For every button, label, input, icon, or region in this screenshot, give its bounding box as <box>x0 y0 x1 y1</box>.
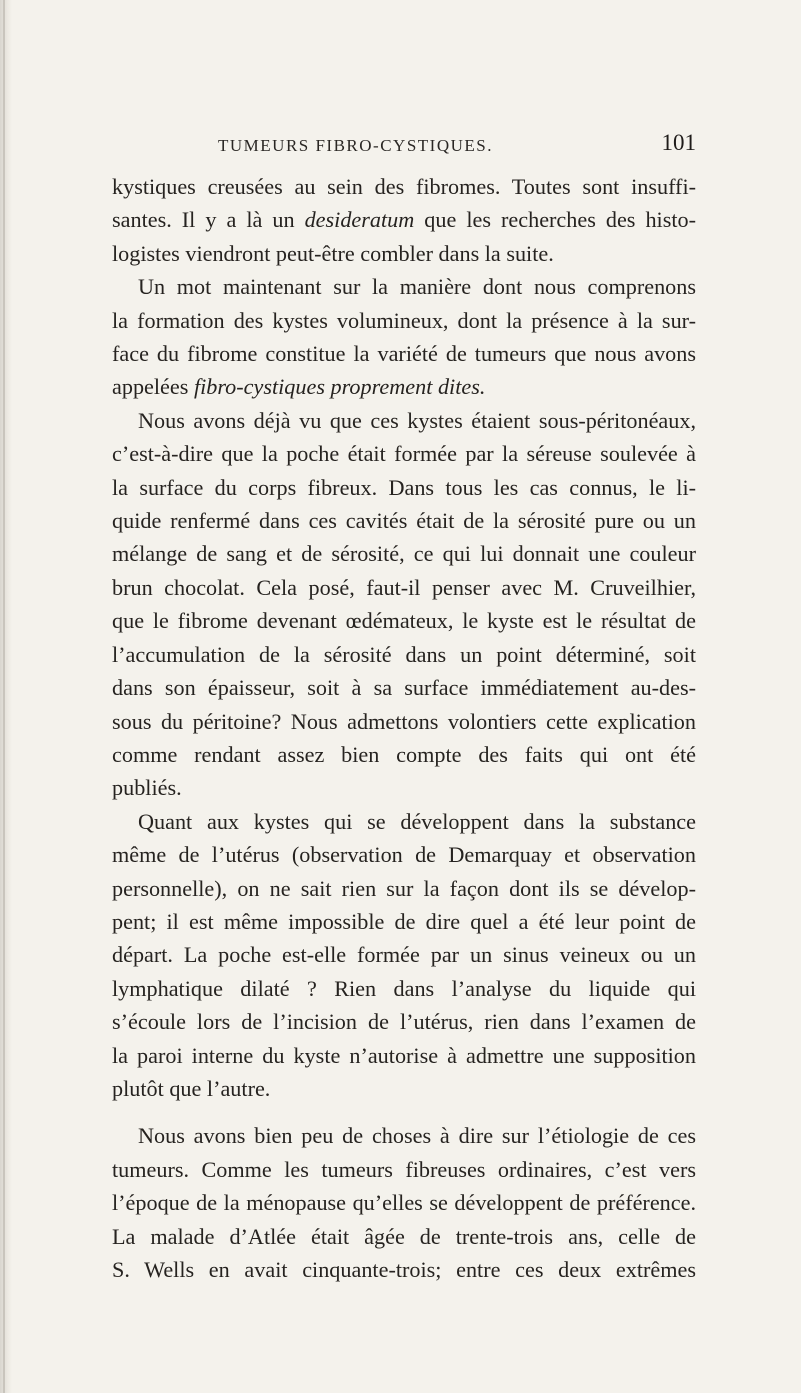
running-title: TUMEURS FIBRO-CYSTIQUES. <box>218 136 493 155</box>
text-line: logistes viendront peut-être combler dans la suite. <box>112 240 554 266</box>
text-line: la paroi interne du kyste n’autorise à admettre une supposition <box>112 1042 696 1068</box>
scan-edge-line <box>3 0 5 1393</box>
text-line: que le fibrome devenant œdémateux, le kyste est le résultat de <box>112 608 696 634</box>
italic-term: desideratum <box>304 207 415 233</box>
body-text <box>112 170 696 1286</box>
text-line: Un mot maintenant sur la manière dont nous comprenons <box>138 274 696 300</box>
text-line: même de l’utérus (observation de Demarquay et observation <box>112 842 696 868</box>
text-line: pent; il est même impossible de dire quel a été leur point de <box>112 908 696 934</box>
text-line-with-italic: appelées fibro-cystiques proprement dites. <box>112 374 486 400</box>
text-line: tumeurs. Comme les tumeurs fibreuses ordinaires, c’est vers <box>112 1156 696 1182</box>
text-line: publiés. <box>112 775 182 801</box>
paragraph-1 <box>112 170 696 270</box>
text-line: comme rendant assez bien compte des faits qui ont été <box>112 741 696 767</box>
scan-edge-shadow <box>0 0 12 1393</box>
text-line: sous du péritoine? Nous admettons volontiers cette explication <box>112 708 696 734</box>
text-line: l’accumulation de la sérosité dans un point déterminé, soit <box>112 641 696 667</box>
text-line: quide renfermé dans ces cavités était de la sérosité pure ou un <box>112 508 696 534</box>
text-line: c’est-à-dire que la poche était formée par la séreuse soulevée à <box>112 441 696 467</box>
text-line: s’écoule lors de l’incision de l’utérus, rien dans l’examen de <box>112 1009 696 1035</box>
running-head <box>112 130 696 170</box>
text-line: La malade d’Atlée était âgée de trente-trois ans, celle de <box>112 1223 696 1249</box>
paragraph-2 <box>112 270 696 404</box>
text-line: kystiques creusées au sein des fibromes. Toutes sont insuffi- <box>112 174 696 199</box>
text-line: brun chocolat. Cela posé, faut-il penser avec M. Cruveilhier, <box>112 574 696 600</box>
text-line-with-italic: santes. Il y a là un desideratum que les recherches des histo- <box>112 207 697 233</box>
text-line: mélange de sang et de sérosité, ce qui lui donnait une couleur <box>112 541 696 567</box>
text-line: Nous avons déjà vu que ces kystes étaient sous-péritonéaux, <box>138 407 696 433</box>
text-line: départ. La poche est-elle formée par un sinus veineux ou un <box>112 942 696 968</box>
paragraph-5 <box>112 1119 696 1286</box>
page-number: 101 <box>661 130 696 155</box>
book-page <box>112 130 697 1286</box>
italic-term: fibro-cystiques proprement dites. <box>193 374 486 400</box>
paragraph-4 <box>112 805 696 1106</box>
text-line: dans son épaisseur, soit à sa surface immédiatement au-des- <box>112 675 696 701</box>
text-line: la surface du corps fibreux. Dans tous les cas connus, le li- <box>112 474 696 500</box>
text-line: Quant aux kystes qui se développent dans la substance <box>138 808 696 834</box>
text-line: face du fibrome constitue la variété de tumeurs que nous avons <box>112 341 696 367</box>
text-line: S. Wells en avait cinquante-trois; entre ces deux extrêmes <box>112 1257 696 1282</box>
paragraph-3 <box>112 404 696 805</box>
text-line: la formation des kystes volumineux, dont la présence à la sur- <box>112 307 696 333</box>
text-line: personnelle), on ne sait rien sur la façon dont ils se dévelop- <box>112 875 696 901</box>
text-line: plutôt que l’autre. <box>112 1075 271 1101</box>
text-line: l’époque de la ménopause qu’elles se développent de préférence. <box>112 1190 696 1216</box>
text-line: lymphatique dilaté ? Rien dans l’analyse du liquide qui <box>112 975 696 1001</box>
text-line: Nous avons bien peu de choses à dire sur l’étiologie de ces <box>138 1123 696 1149</box>
